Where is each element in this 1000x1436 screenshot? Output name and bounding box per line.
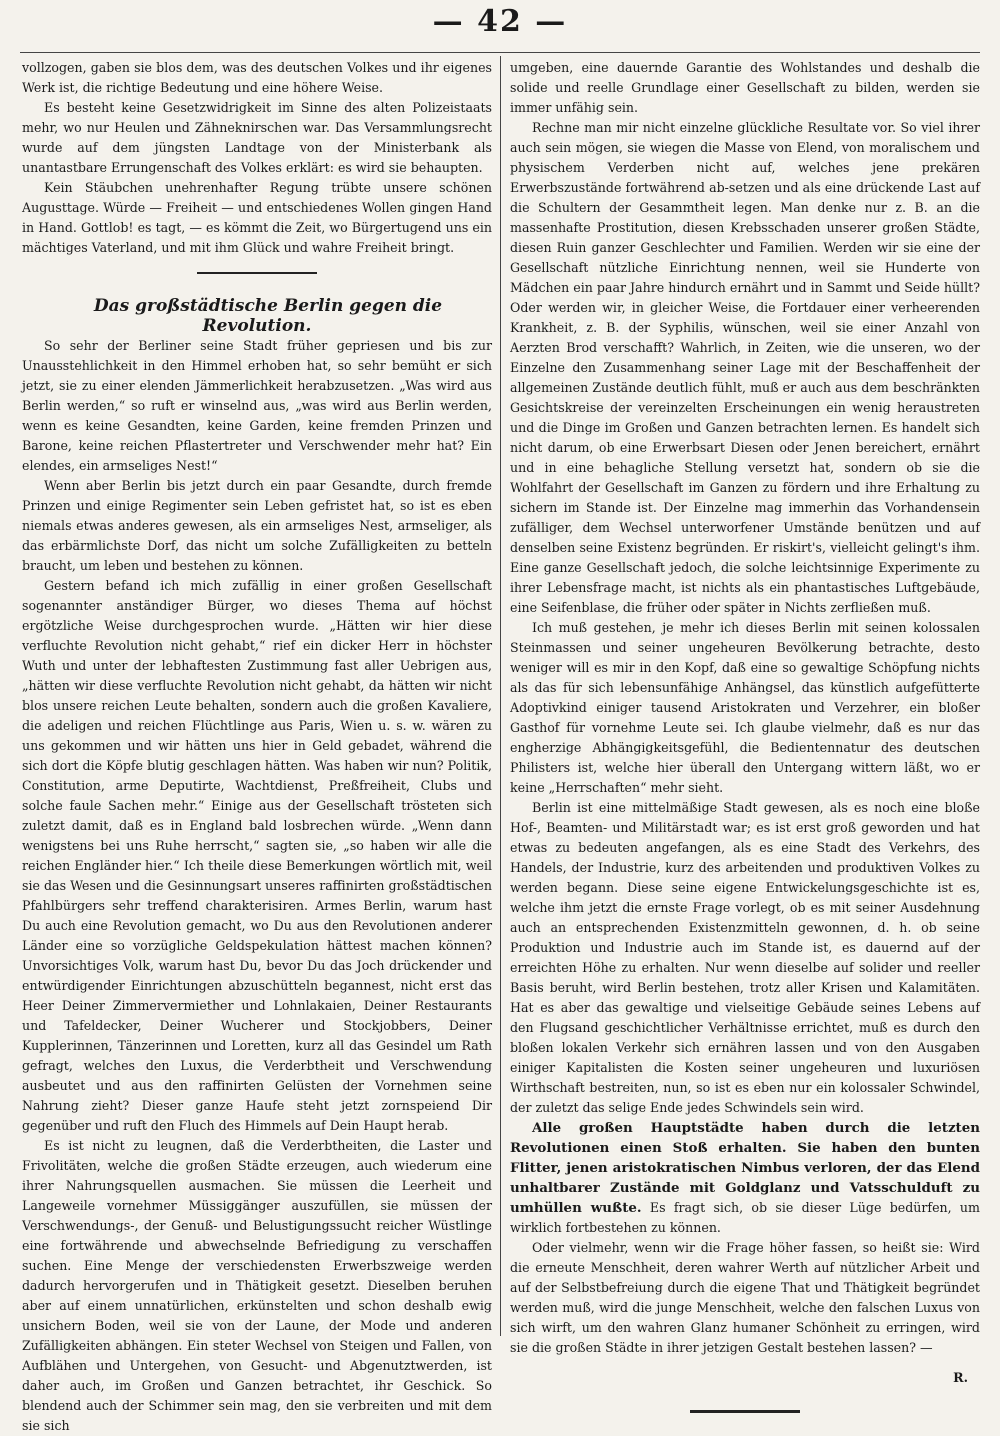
paragraph: Ich muß gestehen, je mehr ich dieses Berlin mit seinen kolossalen Steinmassen und seiner ungeheuren Bevölkerung betrachte, desto weniger will es mir in den Kopf, daß eine so gewaltige Schöpfung nichts als das für sich lebensunfähige Anhängsel, das künstlich aufgefütterte Adoptivkind einiger tausend Aristokraten und Verzehrer, ein bloßer Gasthof für vornehme Leute sei. Ich glaube vielmehr, daß es nur das engherzige Abhängigkeitsgefühl, die Bedientennatur des deutschen Philisters ist, welche hier überall den Untergang wittern läßt, wo er keine „Herrschaften“ mehr sieht. bbox=[510, 620, 980, 795]
paragraph: Es besteht keine Gesetzwidrigkeit im Sinne des alten Polizeistaats mehr, wo nur Heulen und Zähneknirschen war. Das Versammlungsrecht wurde auf dem jüngsten Landtage von der Ministerbank als unantastbare Errungenschaft des Volkes erklärt: es wird sie behaupten. bbox=[22, 100, 492, 175]
emphasized-text: Alle großen Hauptstädte haben durch die letzten Revolutionen einen Stoß erhalten. Sie haben den bunten Flitter, jenen aristokratischen Nimbus verloren, der das Elend unhaltbarer Zustände mit Goldglanz und Vatsschulduft zu umhüllen wußte. bbox=[510, 1120, 980, 1216]
section-rule bbox=[197, 272, 317, 274]
paragraph bbox=[510, 1118, 980, 1238]
paragraph-text: Es fragt sich, ob sie dieser Lüge bedürfen, um wirklich fortbestehen zu können. bbox=[510, 1200, 980, 1235]
left-column bbox=[22, 58, 492, 1436]
paragraph: Rechne man mir nicht einzelne glückliche Resultate vor. So viel ihrer auch sein mögen, sie wiegen die Masse von Elend, von moralischem und physischem Verderben nicht auf, welches jene prekären Erwerbszustände fortwährend ab-setzen und als eine drückende Last auf die Schultern der Gesammtheit legen. Man denke nur z. B. an die massenhafte Prostitution, diesen Krebsschaden unserer großen Städte, diesen Ruin ganzer Geschlechter und Familien. Werden wir sie eine der Gesellschaft nützliche Einrichtung nennen, weil sie Hunderte von Mädchen ein paar Jahre hindurch ernährt und in Sammt und Seide hüllt? Oder werden wir, in gleicher Weise, die Fortdauer einer verheerenden Krankheit, z. B. der Syphilis, wünschen, weil sie einer Anzahl von Aerzten Brod verschafft? Wahrlich, in Zeiten, wie die unseren, wo der Einzelne den Zusammenhang seiner Lage mit der Beschaffenheit der allgemeinen Zustände deutlich fühlt, muß er auch aus dem beschränkten Gesichtskreise der vereinzelten Erscheinungen ein wenig heraustreten und die Dinge im Großen und Ganzen betrachten lernen. Es handelt sich nicht darum, ob eine Erwerbsart Diesen oder Jenen bereichert, ernährt und in eine behagliche Stellung versetzt hat, sondern ob sie die Wohlfahrt der Gesellschaft im Ganzen zu fördern und ihre Erhaltung zu sichern im Stande ist. Der Einzelne mag immerhin das Vorhandensein zufälliger, dem Wechsel unterworfener Umstände benützen und auf denselben seine Existenz begründen. Er riskirt's, vielleicht gelingt's ihm. Eine ganze Gesellschaft jedoch, die solche leichtsinnige Experimente zu ihrer Lebensfrage macht, ist nichts als ein phantastisches Luftgebäude, eine Seifenblase, die früher oder später in Nichts zerfließen muß. bbox=[510, 120, 980, 615]
top-rule bbox=[20, 52, 980, 53]
paragraph: umgeben, eine dauernde Garantie des Wohlstandes und deshalb die solide und reelle Grundlage einer Gesellschaft zu bilden, werden sie immer unfähig sein. bbox=[510, 60, 980, 115]
paragraph: Wenn aber Berlin bis jetzt durch ein paar Gesandte, durch fremde Prinzen und einige Regimenter sein Leben gefristet hat, so ist es eben niemals etwas anderes gewesen, als ein armseliges Nest, armseliger, als das erbärmlichste Dorf, das nicht um solche Zufälligkeiten zu betteln braucht, um leben und bestehen zu können. bbox=[22, 478, 492, 573]
paragraph: Es ist nicht zu leugnen, daß die Verderbtheiten, die Laster und Frivolitäten, welche die großen Städte erzeugen, auch wiederum eine ihrer Nahrungsquellen ausmachen. Sie müssen die Leerheit und Langeweile vornehmer Müssiggänger auszufüllen, sie müssen der Verschwendungs-, der Genuß- und Belustigungssucht reicher Wüstlinge eine fortwährende und abwechselnde Befriedigung zu verschaffen suchen. Eine Menge der verschiedensten Erwerbszweige werden dadurch hervorgerufen und in Thätigkeit gesetzt. Dieselben beruhen aber auf einem unnatürlichen, erkünstelten und schon deshalb ewig unsichern Boden, weil sie von der Laune, der Mode und anderen Zufälligkeiten abhängen. Ein steter Wechsel von Steigen und Fallen, von Aufblähen und Untergehen, von Gesucht- und Abgenutztwerden, ist daher auch, im Großen und Ganzen betrachtet, ihr Geschick. So blendend auch der Schimmer sein mag, den sie verbreiten und mit dem sie sich bbox=[22, 1138, 492, 1433]
page-number: — 42 — bbox=[432, 4, 568, 39]
column-divider bbox=[500, 56, 501, 1336]
paragraph: So sehr der Berliner seine Stadt früher gepriesen und bis zur Unausstehlichkeit in den Himmel erhoben hat, so sehr bemüht er sich jetzt, sie zu einer elenden Jämmerlichkeit herabzusetzen. „Was wird aus Berlin werden,“ so ruft er winselnd aus, „was wird aus Berlin werden, wenn es keine Gesandten, keine Garden, keine fremden Prinzen und Barone, keine reichen Pflastertreter und Verschwender mehr hat? Ein elendes, ein armseliges Nest!“ bbox=[22, 338, 492, 473]
paragraph: Berlin ist eine mittelmäßige Stadt gewesen, als es noch eine bloße Hof-, Beamten- und Militärstadt war; es ist erst groß geworden und hat etwas zu bedeuten angefangen, als es eine Stadt des Verkehrs, des Handels, der Industrie, kurz des arbeitenden und produktiven Volkes zu werden begann. Diese seine eigene Entwickelungsgeschichte ist es, welche ihm jetzt die ernste Frage vorlegt, ob es mit seiner Ausdehnung auch an entsprechenden Existenzmitteln gewonnen, d. h. ob seine Produktion und Industrie auch im Stande ist, es dauernd auf der erreichten Höhe zu erhalten. Nur wenn dieselbe auf solider und reeller Basis beruht, wird Berlin bestehen, trotz aller Krisen und Kalamitäten. Hat es aber das gewaltige und vielseitige Gebäude seines Lebens auf den Flugsand geschichtlicher Verhältnisse errichtet, muß es durch den bloßen lokalen Verkehr sich ernähren lassen und von den Ausgaben einiger Kapitalisten die Kosten seiner ungeheuren und luxuriösen Wirthschaft bestreiten, nun, so ist es eben nur ein kolossaler Schwindel, der zuletzt das selige Ende jedes Schwindels sein wird. bbox=[510, 800, 980, 1115]
paragraph: Oder vielmehr, wenn wir die Frage höher fassen, so heißt sie: Wird die erneute Menschheit, deren wahrer Werth auf nützlicher Arbeit und auf der Selbstbefreiung durch die eigene That und Thätigkeit begründet werden muß, wird die junge Menschheit, welche den falschen Luxus von sich wirft, um den wahren Glanz humaner Schönheit zu erringen, wird sie die großen Städte in ihrer jetzigen Gestalt bestehen lassen? — bbox=[510, 1240, 980, 1355]
paragraph: Gestern befand ich mich zufällig in einer großen Gesellschaft sogenannter anständiger Bürger, wo dieses Thema auf höchst ergötzliche Weise durchgesprochen wurde. „Hätten wir hier diese verfluchte Revolution nicht gehabt,“ rief ein dicker Herr in höchster Wuth und unter der lebhaftesten Zustimmung fast aller Uebrigen aus, „hätten wir diese verfluchte Revolution nicht gehabt, da hätten wir nicht blos unsere reichen Leute behalten, sondern auch die großen Kavaliere, die adeligen und reichen Flüchtlinge aus Paris, Wien u. s. w. wären zu uns gekommen und wir hätten uns hier in Geld gebadet, während die sich dort die Köpfe blutig geschlagen hätten. Was haben wir nun? Politik, Constitution, arme Deputirte, Wachtdienst, Preßfreiheit, Clubs und solche faule Sachen mehr.“ Einige aus der Gesellschaft trösteten sich zuletzt damit, daß es in England bald losbrechen würde. „Wenn dann wenigstens bei uns Ruhe herrscht,“ sagten sie, „so haben wir alle die reichen Engländer hier.“ Ich theile diese Bemerkungen wörtlich mit, weil sie das Wesen und die Gesinnungsart unseres raffinirten großstädtischen Pfahlbürgers sehr treffend charakterisiren. Armes Berlin, warum hast Du auch eine Revolution gemacht, wo Du aus den Revolutionen anderer Länder eine so vorzügliche Geldspekulation hättest machen können? Unvorsichtiges Volk, warum hast Du, bevor Du das Joch drückender und entwürdigender Einrichtungen abzuschütteln begannest, nicht erst das Heer Deiner Zimmervermiether und Lohnlakaien, Deiner Restaurants und Tafeldecker, Deiner Wucherer und Stockjobbers, Deiner Kupplerinnen, Tänzerinnen und Loretten, kurz all das Gesindel um Rath gefragt, welches den Luxus, die Verderbtheit und Verschwendung ausbeutet und aus den raffinirten Gelüsten der Vornehmen seine Nahrung zieht? Dieser ganze Haufe steht jetzt zornspeiend Dir gegenüber und ruft den Fluch des Himmels auf Dein Haupt herab. bbox=[22, 578, 492, 1133]
end-rule bbox=[690, 1410, 800, 1413]
paragraph: Kein Stäubchen unehrenhafter Regung trübte unsere schönen Augusttage. Würde — Freiheit — und entschiedenes Wollen gingen Hand in Hand. Gottlob! es tagt, — es kömmt die Zeit, wo Bürgertugend uns ein mächtiges Vaterland, und mit ihm Glück und wahre Freiheit bringt. bbox=[22, 180, 492, 255]
signature: R. bbox=[953, 1370, 968, 1385]
right-column bbox=[510, 58, 980, 1413]
paragraph: vollzogen, gaben sie blos dem, was des deutschen Volkes und ihr eigenes Werk ist, die richtige Bedeutung und eine höhere Weise. bbox=[22, 60, 492, 95]
article-headline: Das großstädtische Berlin gegen die Revolution. bbox=[93, 296, 443, 336]
